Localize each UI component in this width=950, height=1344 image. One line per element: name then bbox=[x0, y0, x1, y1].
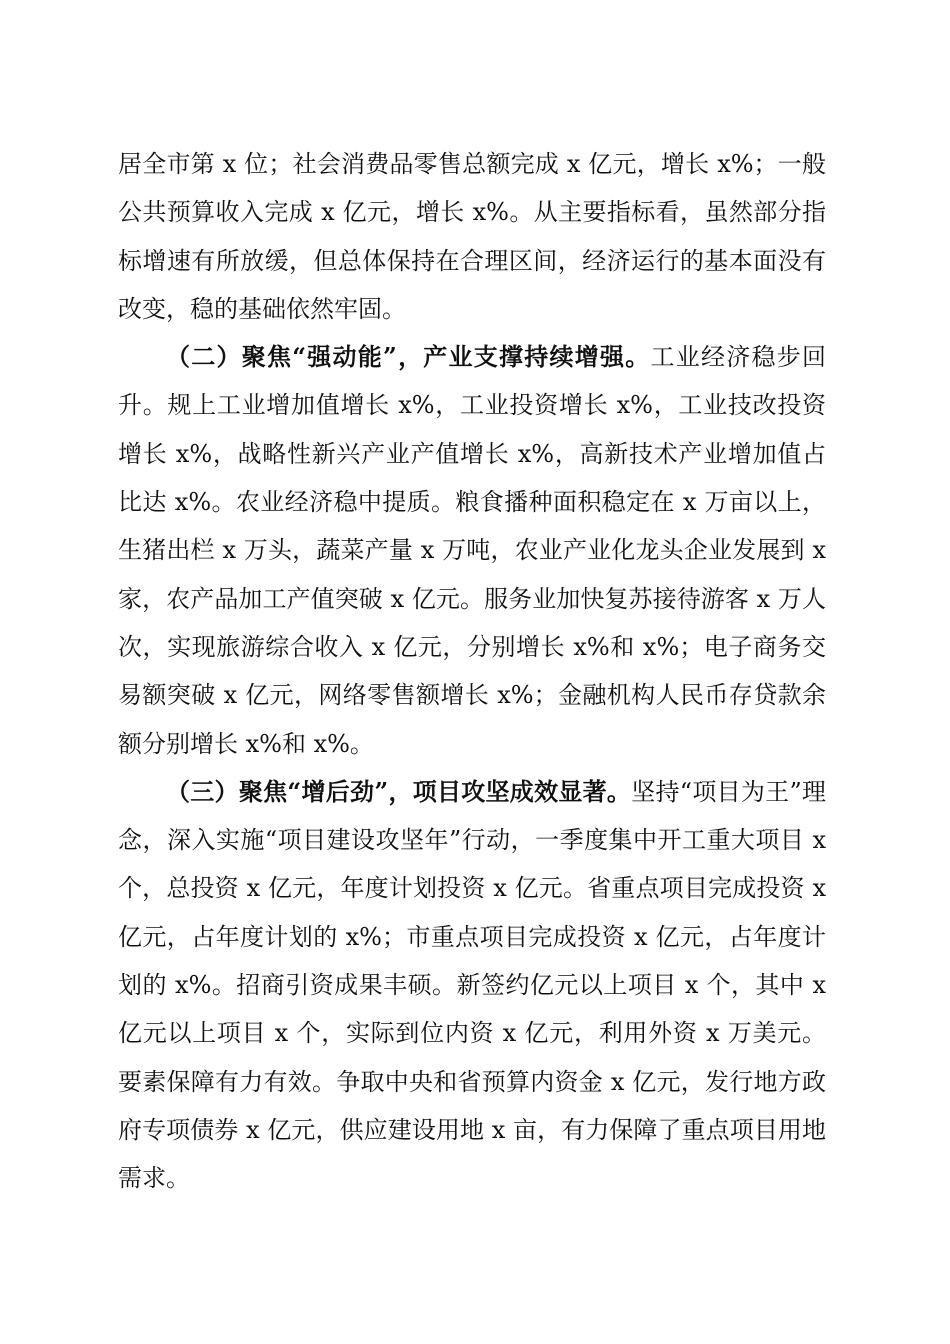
paragraph-text: 工业经济稳步回升。规上工业增加值增长 x%，工业投资增长 x%，工业技改投资增长 x%，战略性新兴产业产值增长 x%，高新技术产业增加值占比达 x%。农业经济稳中提质。粮食播种面积稳定在 x 万亩以上，生猪出栏 x 万头，蔬菜产量 x 万吨，农业产业化龙头企业发展到 x 家，农产品加工产值突破 x 亿元。服务业加快复苏接待游客 x 万人次，实现旅游综合收入 x 亿元，分别增长 x%和 x%；电子商务交易额突破 x 亿元，网络零售额增长 x%；金融机构人民币存贷款余额分别增长 x%和 x%。 bbox=[118, 343, 827, 758]
paragraph-text: 居全市第 x 位；社会消费品零售总额完成 x 亿元，增长 x%；一般公共预算收入完成 x 亿元，增长 x%。从主要指标看，虽然部分指标增速有所放缓，但总体保持在合理区间，经济运行的基本面没有改变，稳的基础依然牢固。 bbox=[118, 150, 826, 323]
paragraph-section-three bbox=[118, 768, 826, 1203]
document-body bbox=[118, 140, 826, 1203]
section-two-heading: （二）聚焦“强动能”，产业支撑持续增强。 bbox=[166, 342, 651, 372]
section-three-heading: （三）聚焦“增后劲”，项目攻坚成效显著。 bbox=[166, 776, 632, 806]
paragraph-section-two bbox=[118, 333, 826, 768]
paragraph-continued bbox=[118, 140, 826, 333]
paragraph-text: 坚持“项目为王”理念，深入实施“项目建设攻坚年”行动，一季度集中开工重大项目 x 个，总投资 x 亿元，年度计划投资 x 亿元。省重点项目完成投资 x 亿元，占年度计划的 x%；市重点项目完成投资 x 亿元，占年度计划的 x%。招商引资成果丰硕。新签约亿元以上项目 x 个，其中 x 亿元以上项目 x 个，实际到位内资 x 亿元，利用外资 x 万美元。要素保障有力有效。争取中央和省预算内资金 x 亿元，发行地方政府专项债券 x 亿元，供应建设用地 x 亩，有力保障了重点项目用地需求。 bbox=[118, 777, 826, 1193]
